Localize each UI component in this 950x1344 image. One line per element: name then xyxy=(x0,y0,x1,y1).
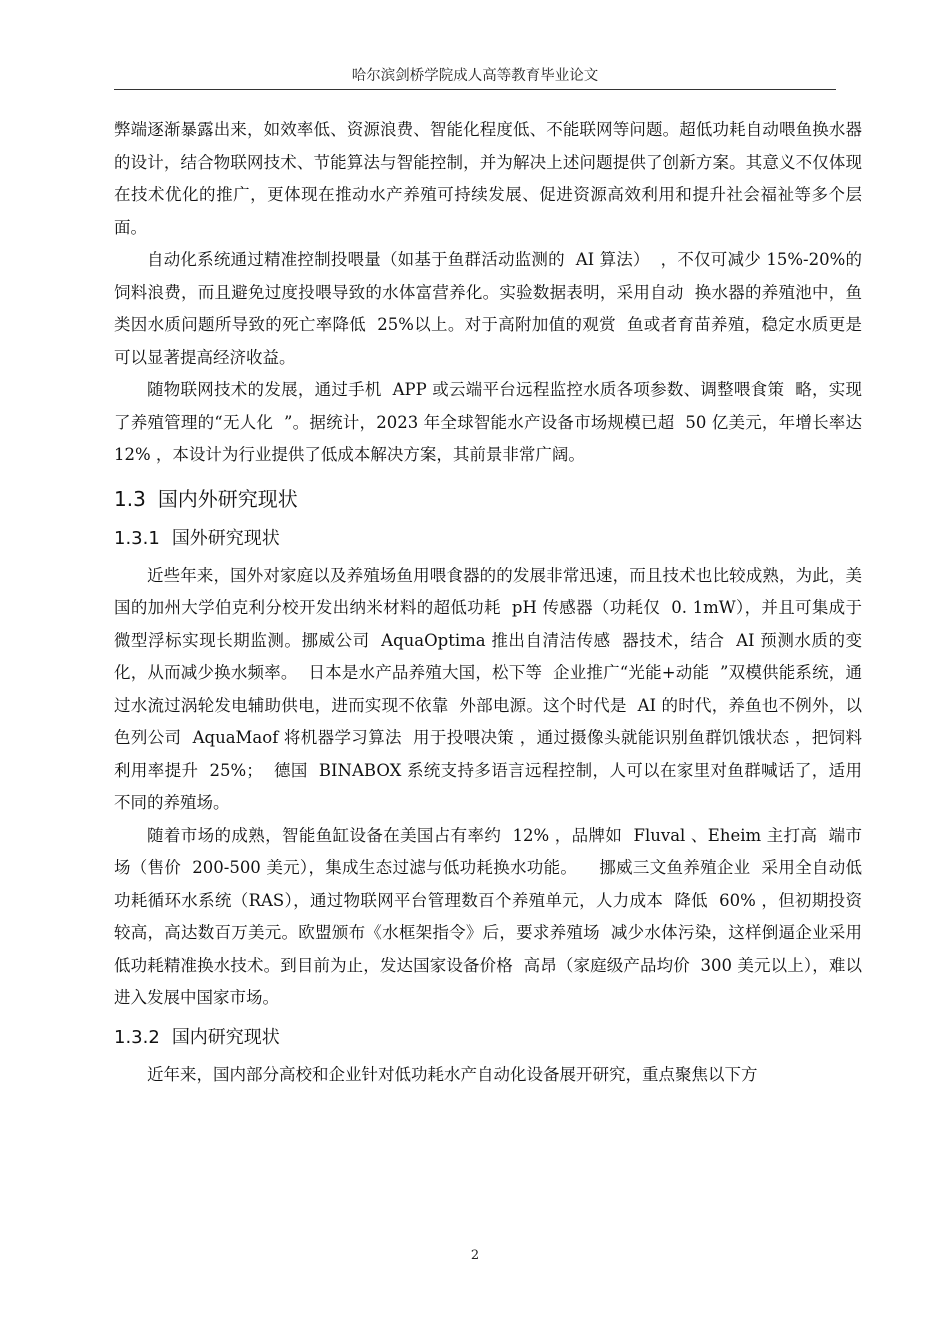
subsection-number: 1.3.1 xyxy=(114,527,160,549)
subsection-number: 1.3.2 xyxy=(114,1026,160,1048)
paragraph-domestic-research: 近年来，国内部分高校和企业针对低功耗水产自动化设备展开研究，重点聚焦以下方 xyxy=(147,1064,758,1084)
running-header: 哈尔滨剑桥学院成人高等教育毕业论文 xyxy=(351,68,599,84)
subsection-heading-1-3-2 xyxy=(114,1023,862,1053)
section-number: 1.3 xyxy=(114,486,146,511)
page-number: 2 xyxy=(470,1248,480,1263)
section-heading-1-3 xyxy=(114,484,862,514)
header-rule xyxy=(114,89,836,90)
paragraph-automation: 自动化系统通过精准控制投喂量（如基于鱼群活动监测的 AI 算法） ，不仅可减少 15%-20%的饲料浪费，而且避免过度投喂导致的水体富营养化。实验数据表明，采用自动 换水器的养殖池中，鱼类因水质问题所导致的死亡率降低 25%以上。对于高附加值的观赏 鱼或者育苗养殖，稳定水质更是可以显著提高经济收益。 xyxy=(114,250,862,367)
paragraph-continued: 弊端逐渐暴露出来，如效率低、资源浪费、智能化程度低、不能联网等问题。超低功耗自动喂鱼换水器的设计，结合物联网技术、节能算法与智能控制，并为解决上述问题提供了创新方案。其意义不仅体现在技术优化的推广，更体现在推动水产养殖可持续发展、促进资源高效利用和提升社会福祉等多个层面。 xyxy=(114,120,862,237)
paragraph-iot: 随物联网技术的发展，通过手机 APP 或云端平台远程监控水质各项参数、调整喂食策 略，实现了养殖管理的“无人化 ”。据统计，2023 年全球智能水产设备市场规模已超 50 亿美元，年增长率达 12% ，本设计为行业提供了低成本解决方案，其前景非常广阔。 xyxy=(114,380,873,464)
paragraph-foreign-research: 近些年来，国外对家庭以及养殖场鱼用喂食器的的发展非常迅速，而且技术也比较成熟，为此，美国的加州大学伯克利分校开发出纳米材料的超低功耗 pH 传感器（功耗仅 0. 1mW），并且可集成于微型浮标实现长期监测。挪威公司 AquaOptima 推出自清洁传感 器技术，结合 AI 预测水质的变化，从而减少换水频率。 日本是水产品养殖大国，松下等 企业推广“光能+动能 ”双模供能系统，通过水流过涡轮发电辅助供电，进而实现不依靠 外部电源。这个时代是 AI 的时代，养鱼也不例外，以色列公司 AquaMaof 将机器学习算法 用于投喂决策 ，通过摄像头就能识别鱼群饥饿状态 ，把饲料利用率提升 25%； 德国 BINABOX 系统支持多语言远程控制，人可以在家里对鱼群喊话了，适用不同的养殖场。 xyxy=(114,565,862,812)
subsection-title: 国内研究现状 xyxy=(171,1026,280,1048)
paragraph-market: 随着市场的成熟，智能鱼缸设备在美国占有率约 12% ，品牌如 Fluval 、Eheim 主打高 端市场（售价 200-500 美元），集成生态过滤与低功耗换水功能。 挪威三文鱼养殖企业 采用全自动低功耗循环水系统（RAS），通过物联网平台管理数百个养殖单元，人力成本 降低 60% ，但初期投资较高，高达数百万美元。欧盟颁布《水框架指令》后，要求养殖场 减少水体污染，这样倒逼企业采用低功耗精准换水技术。到目前为止，发达国家设备价格 高昂（家庭级产品均价 300 美元以上），难以进入发展中国家市场。 xyxy=(114,825,862,1007)
section-title: 国内外研究现状 xyxy=(157,486,298,511)
document-body xyxy=(114,114,873,1091)
subsection-heading-1-3-1 xyxy=(114,524,862,554)
subsection-title: 国外研究现状 xyxy=(171,527,280,549)
